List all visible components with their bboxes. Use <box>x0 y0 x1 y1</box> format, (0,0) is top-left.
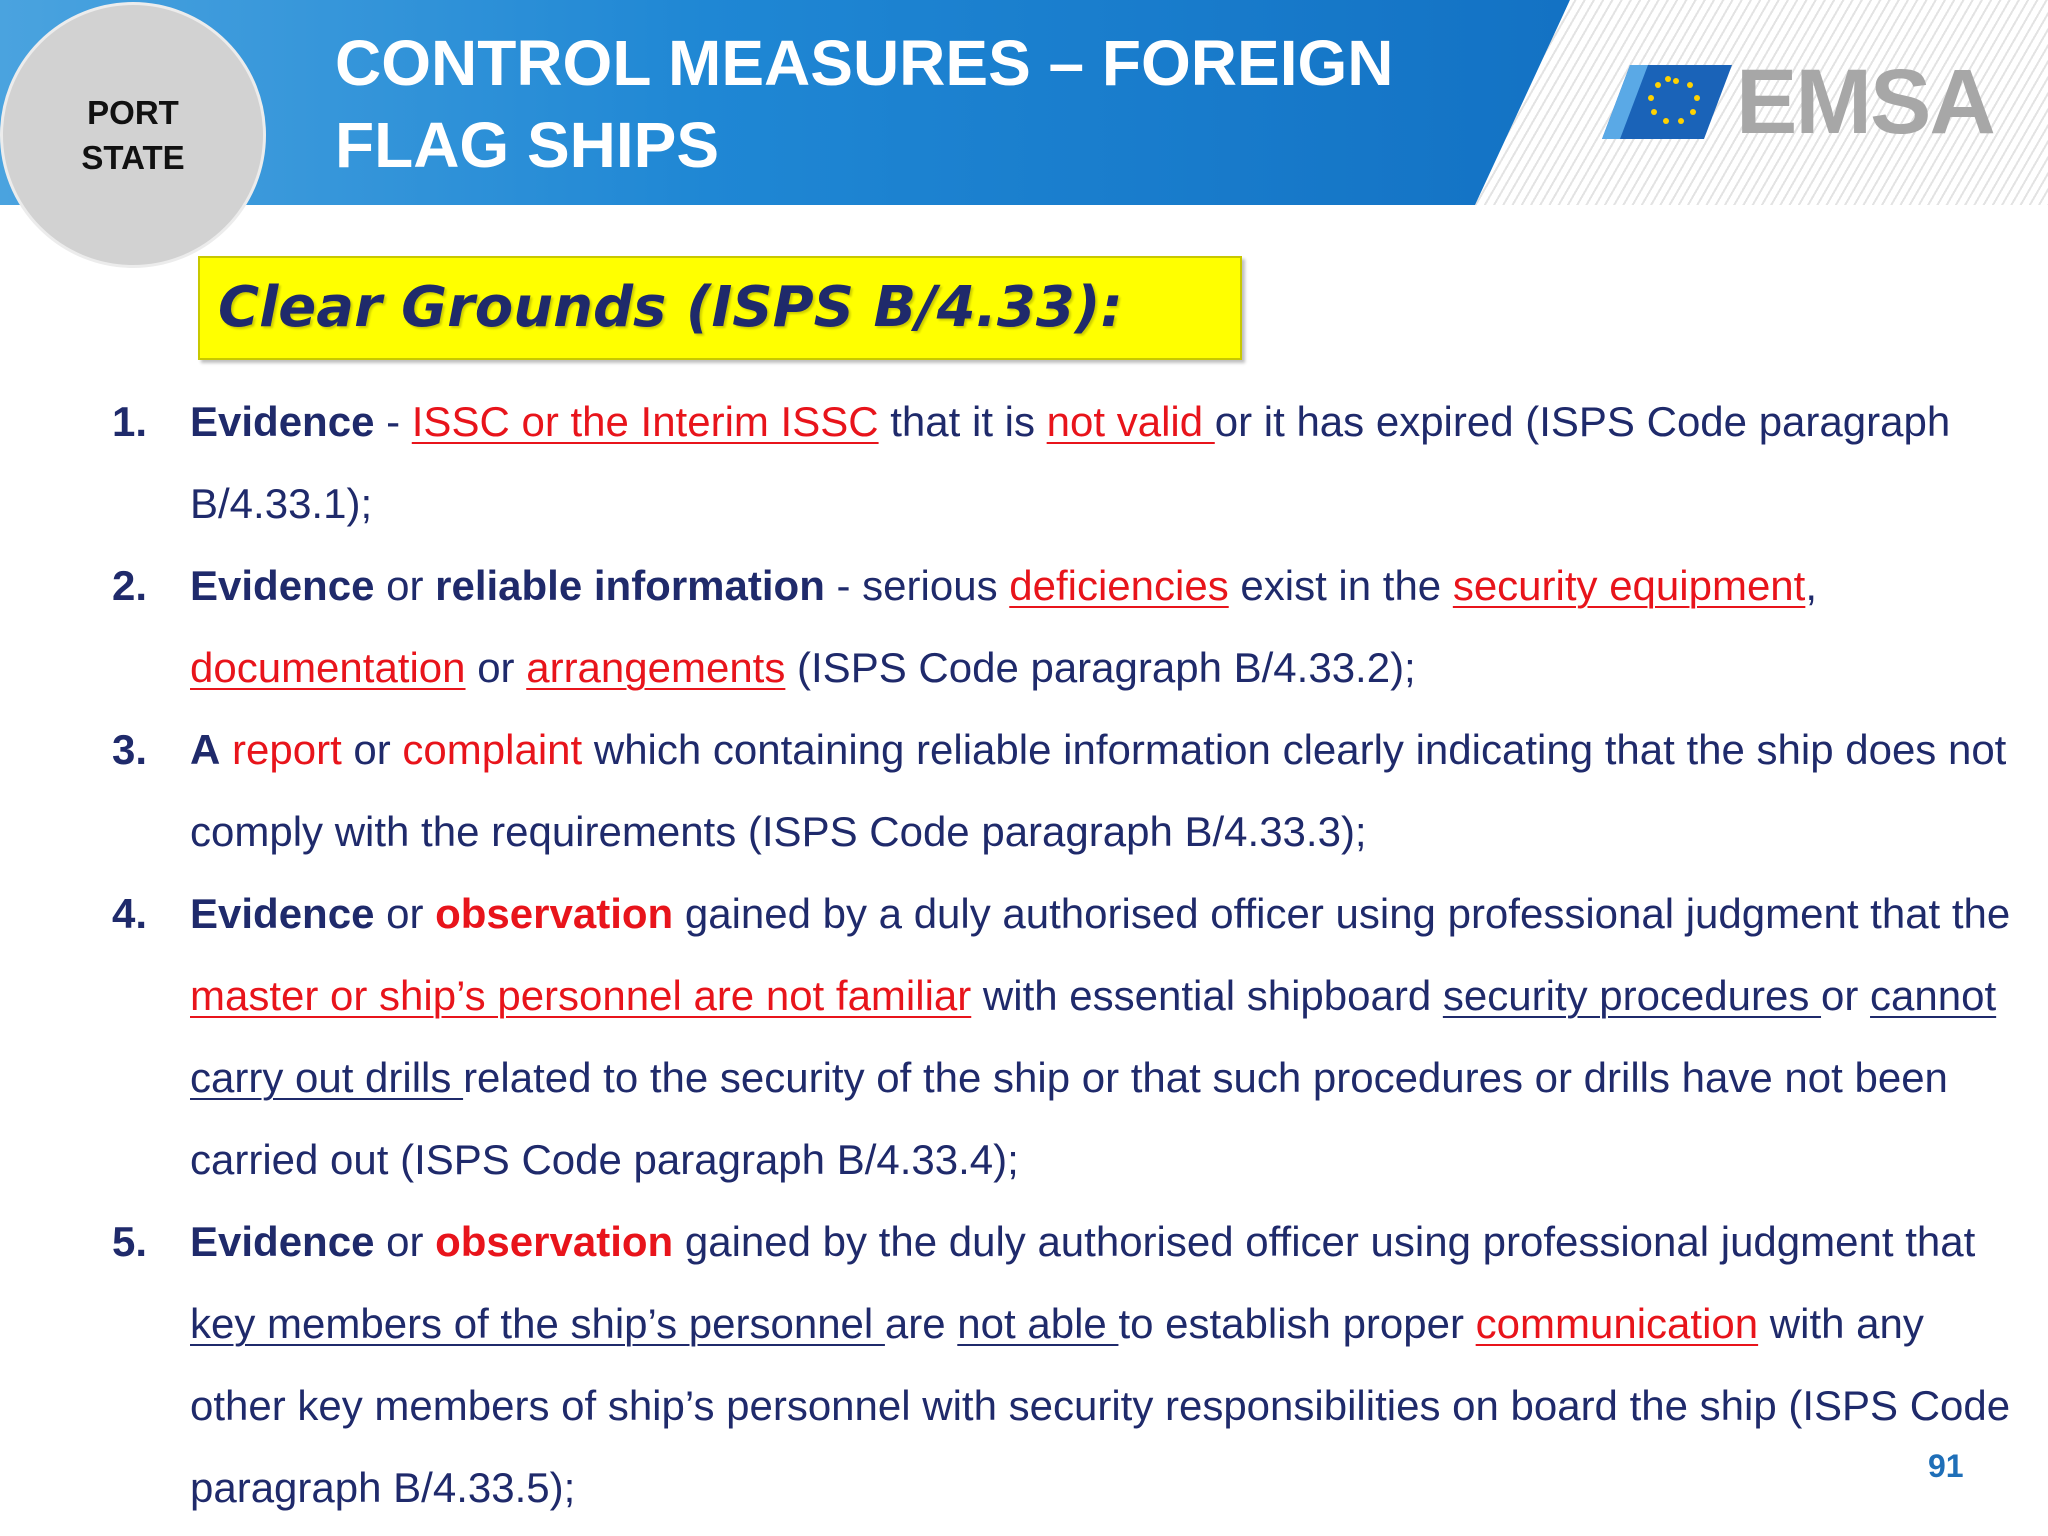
emphasized-term: documentation <box>190 644 466 691</box>
list-item-text: or <box>465 644 527 691</box>
eu-flag-icon <box>1602 65 1732 139</box>
list-item-number: 1. <box>112 398 148 445</box>
list-item-text: which containing reliable information clearly indicating that the ship does not comply with the requirements (ISPS Code paragraph B/4.33.3); <box>190 726 2007 855</box>
list-item-text: Evidence <box>190 1218 375 1265</box>
list-item-text: gained by the duly authorised officer using professional judgment that <box>673 1218 1976 1265</box>
list-item <box>112 873 2012 1201</box>
list-item-text: related to the security of the ship or that such procedures or drills have not been carried out (ISPS Code paragraph B/4.33.4); <box>190 1054 1948 1183</box>
list-item-text: Evidence <box>190 562 375 609</box>
emphasized-term: communication <box>1475 1300 1759 1347</box>
badge-line-1: PORT <box>87 94 179 131</box>
list-item-number: 5. <box>112 1218 148 1265</box>
list-item-text: or <box>374 890 436 937</box>
list-item-text: observation <box>435 1218 674 1265</box>
list-item-text: observation <box>435 890 674 937</box>
list-item-text: are <box>884 1300 958 1347</box>
list-item-text: or <box>341 726 403 773</box>
emphasized-term: cannot carry out drills <box>190 972 1997 1101</box>
list-item-text: report <box>232 726 342 773</box>
slide-title <box>335 22 1485 186</box>
page-number: 91 <box>1928 1448 1964 1484</box>
list-item <box>112 1201 2012 1529</box>
list-item-text: or <box>1821 972 1871 1019</box>
list-item-text: to establish proper <box>1118 1300 1476 1347</box>
slide-title-line-1: CONTROL MEASURES – FOREIGN <box>335 27 1394 99</box>
list-item-text: reliable information <box>435 562 825 609</box>
emphasized-term: security equipment <box>1452 562 1806 609</box>
emphasized-term: master or ship’s personnel are not familiar <box>190 972 972 1019</box>
list-item-text: - <box>374 398 412 445</box>
list-item-text: - serious <box>824 562 1010 609</box>
list-item-text <box>220 726 232 773</box>
list-item-text: A <box>190 726 221 773</box>
list-item-text: complaint <box>402 726 583 773</box>
list-item-text: Evidence <box>190 398 375 445</box>
list-item <box>112 709 2012 873</box>
logo-text: EMSA <box>1736 51 1994 153</box>
emphasized-term: security procedures <box>1442 972 1822 1019</box>
list-item-text: , <box>1805 562 1818 609</box>
slide-title-line-2: FLAG SHIPS <box>335 109 720 181</box>
list-item-text: with essential shipboard <box>971 972 1443 1019</box>
emphasized-term: key members of the ship’s personnel <box>190 1300 885 1347</box>
emsa-logo <box>1602 51 1994 153</box>
list-item-text: exist in the <box>1228 562 1453 609</box>
clear-grounds-list <box>112 381 2012 1529</box>
list-item-text: or <box>374 562 436 609</box>
list-item-text: or it has expired (ISPS Code paragraph B/4.33.1); <box>190 398 1951 527</box>
list-item <box>112 545 2012 709</box>
list-item-number: 2. <box>112 562 148 609</box>
list-item-text: (ISPS Code paragraph B/4.33.2); <box>785 644 1416 691</box>
emphasized-term: arrangements <box>526 644 786 691</box>
emphasized-term: not valid <box>1046 398 1215 445</box>
emphasized-term: deficiencies <box>1009 562 1229 609</box>
list-item-text: with any other key members of ship’s personnel with security responsibilities on board the ship (ISPS Code paragraph B/4.33.5); <box>190 1300 2011 1511</box>
list-item-text: gained by a duly authorised officer using professional judgment that the <box>673 890 2011 937</box>
list-item-text: that it is <box>878 398 1047 445</box>
list-item-text: Evidence <box>190 890 375 937</box>
port-state-badge <box>0 2 266 268</box>
list-item-number: 3. <box>112 726 148 773</box>
list-item <box>112 381 2012 545</box>
emphasized-term: ISSC or the Interim ISSC <box>411 398 879 445</box>
list-item-number: 4. <box>112 890 148 937</box>
badge-line-2: STATE <box>81 139 185 176</box>
list-item-text: or <box>374 1218 436 1265</box>
emphasized-term: not able <box>957 1300 1119 1347</box>
section-heading: Clear Grounds (ISPS B/4.33): <box>218 275 1123 340</box>
